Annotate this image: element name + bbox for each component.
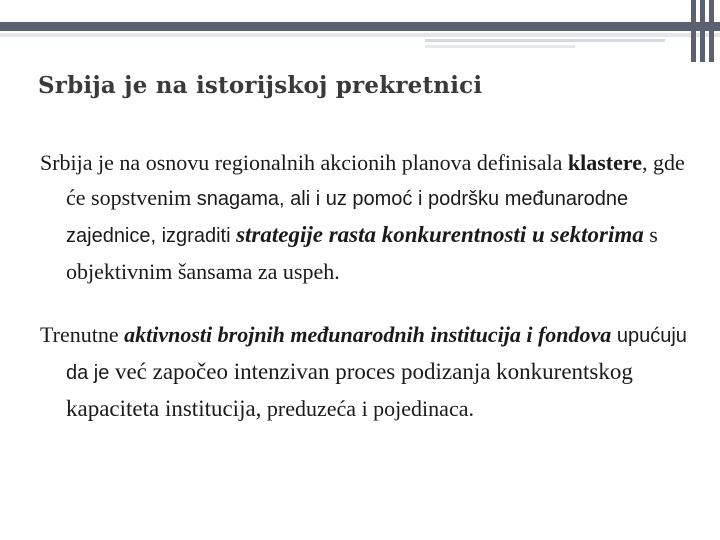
text-segment-emphasis: aktivnosti brojnih međunarodnih institucija i fondova bbox=[124, 322, 612, 347]
header-accent-line bbox=[425, 39, 665, 42]
header-bar-light bbox=[0, 33, 720, 37]
text-segment-small: upućuju da je bbox=[66, 325, 687, 384]
paragraph-2 bbox=[40, 317, 700, 426]
slide-body bbox=[40, 145, 700, 426]
text-segment-small: snagama, ali i uz pomoć i podršku međunarodne zajednice, izgraditi bbox=[66, 188, 629, 247]
corner-decoration bbox=[688, 0, 720, 62]
header-accent-line-short bbox=[425, 45, 575, 48]
paragraph-1 bbox=[40, 145, 700, 289]
text-segment-bold: klastere bbox=[567, 150, 643, 175]
text-segment: preduzeća i pojedinaca. bbox=[261, 396, 474, 421]
slide-title: Srbija je na istorijskoj prekretnici bbox=[38, 72, 483, 99]
text-segment: , gde će sopstvenim bbox=[66, 150, 685, 210]
text-segment: Srbija je na osnovu regionalnih akcionih planova definisala bbox=[40, 150, 568, 175]
text-segment: s objektivnim šansama za uspeh. bbox=[66, 222, 658, 284]
text-segment: već započeo intenzivan proces podizanja konkurentskog kapaciteta institucija, bbox=[66, 359, 633, 421]
text-segment-emphasis: strategije rasta konkurentnosti u sektorima bbox=[236, 222, 644, 247]
text-segment: Trenutne bbox=[40, 322, 125, 347]
header-bar-dark bbox=[0, 22, 720, 31]
